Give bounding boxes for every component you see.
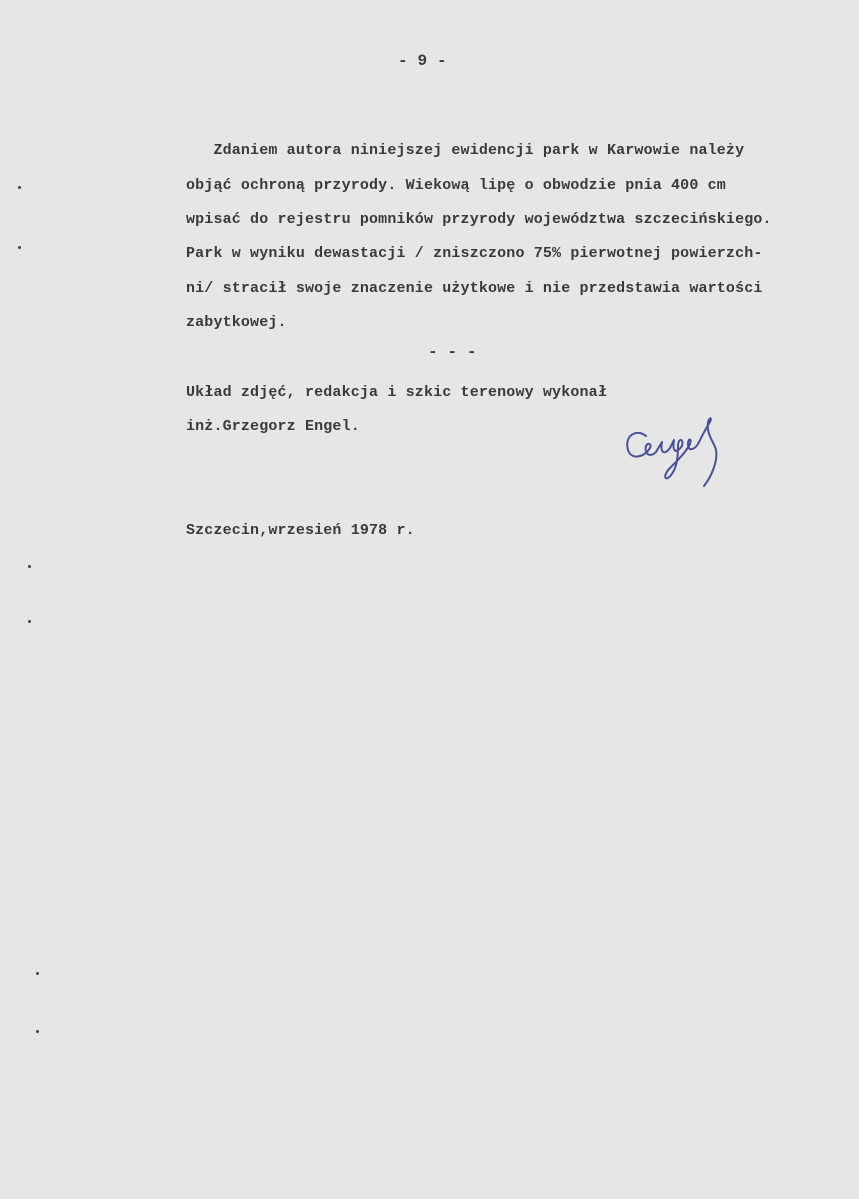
section-separator: - - - [428,343,477,361]
punch-mark [18,186,21,189]
handwritten-signature [618,408,758,488]
place-and-date: Szczecin,wrzesień 1978 r. [186,522,415,539]
paragraph-line-1: Zdaniem autora niniejszej ewidencji park w Karwowie należy [186,142,745,159]
paragraph-line-6: zabytkowej. [186,314,287,331]
punch-mark [36,1030,39,1033]
paragraph-line-4: Park w wyniku dewastacji / zniszczono 75% pierwotnej powierzch- [186,245,763,262]
page-number: - 9 - [398,52,447,70]
punch-mark [18,246,21,249]
punch-mark [28,565,31,568]
paragraph-line-2: objąć ochroną przyrody. Wiekową lipę o obwodzie pnia 400 cm [186,177,726,194]
paragraph-line-5: ni/ stracił swoje znaczenie użytkowe i nie przedstawia wartości [186,280,763,297]
credits-line-1: Układ zdjęć, redakcja i szkic terenowy wykonał [186,384,607,401]
punch-mark [36,972,39,975]
credits-line-2: inż.Grzegorz Engel. [186,418,360,435]
punch-mark [28,620,31,623]
paragraph-line-3: wpisać do rejestru pomników przyrody województwa szczecińskiego. [186,211,772,228]
